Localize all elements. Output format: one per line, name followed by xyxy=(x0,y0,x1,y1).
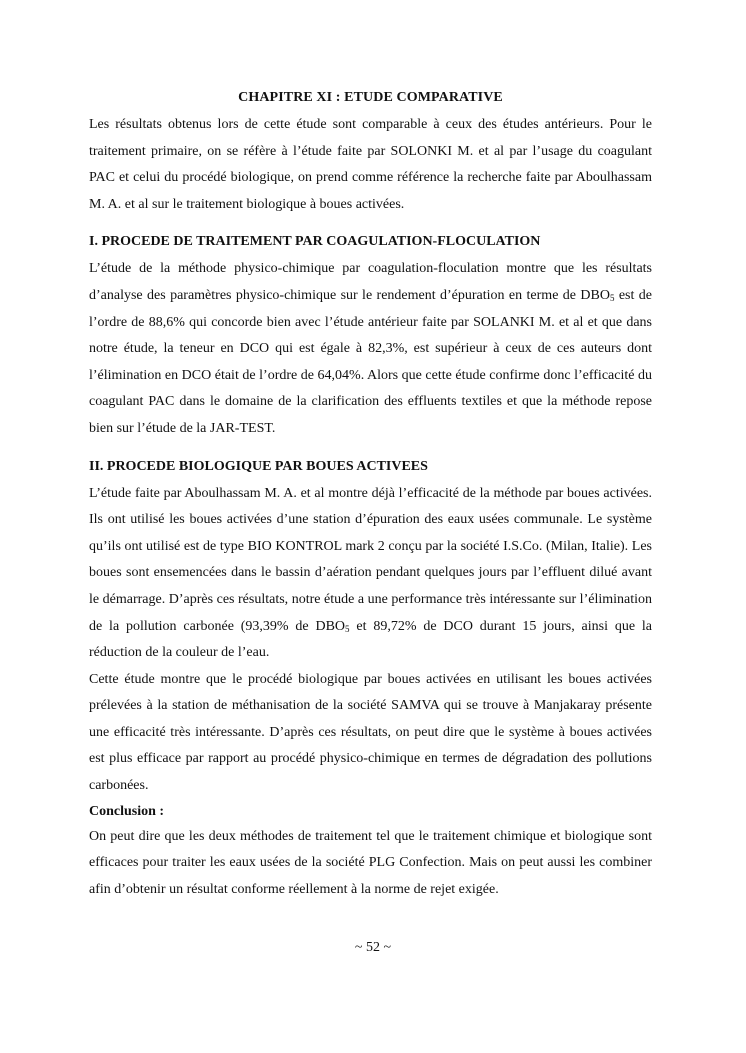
conclusion-paragraph: On peut dire que les deux méthodes de traitement tel que le traitement chimique et biologique sont efficaces pour traiter les eaux usées de la société PLG Confection. Mais on peut aussi les combiner afin d’obtenir un résultat conforme réellement à la norme de rejet exigée. xyxy=(89,828,652,897)
intro-paragraph: Les résultats obtenus lors de cette étude sont comparable à ceux des études antérieurs. Pour le traitement primaire, on se réfère à l’étude faite par SOLONKI M. et al par l’usage du coagulant PAC et celui du procédé biologique, on prend comme référence la recherche faite par Aboulhassam M. A. et al sur le traitement biologique à boues activées. xyxy=(89,117,652,212)
section-2-heading: II. PROCEDE BIOLOGIQUE PAR BOUES ACTIVEES xyxy=(89,458,428,474)
conclusion-heading: Conclusion : xyxy=(89,803,165,819)
section-1-text-a: L’étude de la méthode physico-chimique par coagulation-floculation montre que les résultats d’analyse des paramètres physico-chimique sur le rendement d’épuration en terme de DBO xyxy=(89,261,652,303)
section-1-text-b: est de l’ordre de 88,6% qui concorde bien avec l’étude antérieur faite par SOLANKI M. et al et que dans notre étude, la teneur en DCO qui est égale à 82,3%, est supérieur à ceux de ces auteurs dont l’élimination en DCO était de l’ordre de 64,04%. Alors que cette étude confirme donc l’efficacité du coagulant PAC dans le domaine de la clarification des effluents textiles et que la méthode repose bien sur l’étude de la JAR-TEST. xyxy=(89,287,652,436)
section-2-paragraph-1 xyxy=(89,481,652,667)
dbo5-subscript: 5 xyxy=(609,292,615,303)
dbo5-subscript: 5 xyxy=(345,623,350,634)
section-1-paragraph xyxy=(89,256,652,442)
section-1-heading: I. PROCEDE DE TRAITEMENT PAR COAGULATION-FLOCULATION xyxy=(89,234,541,250)
document-page xyxy=(89,88,652,903)
page-number: ~ 52 ~ xyxy=(354,940,392,955)
section-2-text-a: L’étude faite par Aboulhassam M. A. et al montre déjà l’efficacité de la méthode par boues activées. Ils ont utilisé les boues activées d’une station d’épuration des eaux usées communale. Le système qu’ils ont utilisé est de type BIO KONTROL mark 2 conçu par la société I.S.Co. (Milan, Italie). Les boues sont ensemencées dans le bassin d’aération pendant quelques jours par l’effluent dilué avant le démarrage. D’après ces résultats, notre étude a une performance très intéressante sur l’élimination de la pollution carbonée (93,39% de DBO xyxy=(89,485,652,634)
chapter-title: CHAPITRE XI : ETUDE COMPARATIVE xyxy=(238,90,503,105)
section-2-paragraph-2: Cette étude montre que le procédé biologique par boues activées en utilisant les boues activées prélevées à la station de méthanisation de la société SAMVA qui se trouve à Manjakaray présente une efficacité très intéressante. D’après ces résultats, on peut dire que le système à boues activées est plus efficace par rapport au procédé physico-chimique en termes de dégradation des pollutions carbonées. xyxy=(89,671,652,794)
section-2-text-b: et 89,72% de DCO durant 15 jours, ainsi que la réduction de la couleur de l’eau. xyxy=(89,618,652,661)
